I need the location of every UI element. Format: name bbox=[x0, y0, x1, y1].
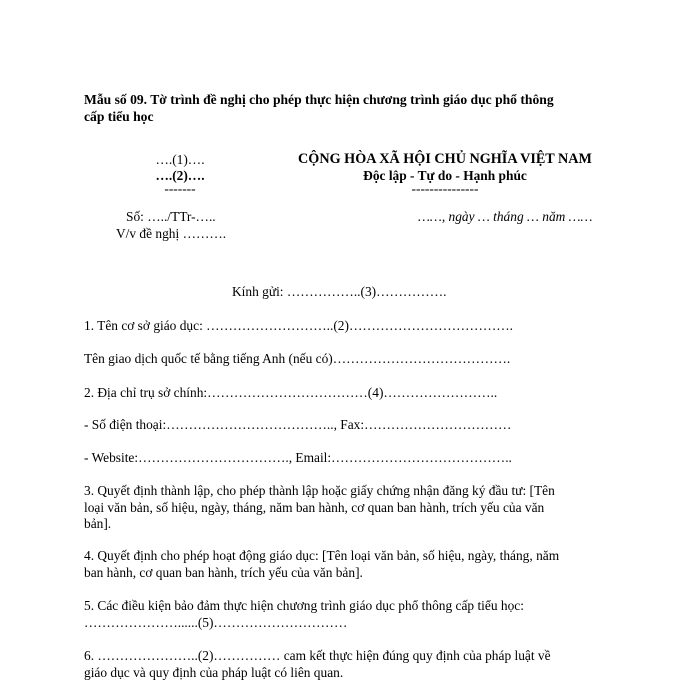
national-motto: Độc lập - Tự do - Hạnh phúc bbox=[363, 168, 527, 183]
document-number: Số: …../TTr-….. bbox=[126, 209, 216, 224]
agency-line-2: ….(2)…. bbox=[155, 168, 205, 183]
phone-fax-line: - Số điện thoại:……………………………….., Fax:…………………………… bbox=[84, 417, 512, 432]
agency-line-1: ….(1)…. bbox=[155, 152, 205, 167]
place-and-date: ……, ngày … tháng … năm …… bbox=[418, 209, 593, 224]
item-6-line-2: giáo dục và quy định của pháp luật có liên quan. bbox=[84, 665, 344, 680]
item-2-address: 2. Địa chỉ trụ sở chính:………………………………(4)…………………….. bbox=[84, 385, 498, 400]
form-title-line2: cấp tiểu học bbox=[84, 109, 154, 124]
website-email-line: - Website:……………………………., Email:………………………………….. bbox=[84, 450, 512, 465]
item-6-line-1: 6. …………………..(2)…………… cam kết thực hiện đúng quy định của pháp luật về bbox=[84, 648, 551, 663]
recipient-line: Kính gửi: ……………..(3)……………. bbox=[232, 284, 447, 299]
left-header-rule: ------- bbox=[164, 181, 196, 196]
item-5-line-1: 5. Các điều kiện bảo đảm thực hiện chương trình giáo dục phổ thông cấp tiểu học: bbox=[84, 598, 524, 613]
item-4-line-2: ban hành, cơ quan ban hành, trích yếu của văn bản]. bbox=[84, 565, 363, 580]
item-1-institution-name: 1. Tên cơ sở giáo dục: ………………………..(2)………………………………. bbox=[84, 318, 513, 333]
international-name: Tên giao dịch quốc tế bằng tiếng Anh (nếu có)…………………………………. bbox=[84, 351, 511, 366]
item-5-line-2: …………………......(5)………………………… bbox=[84, 615, 348, 630]
nation-name: CỘNG HÒA XÃ HỘI CHỦ NGHĨA VIỆT NAM bbox=[298, 151, 592, 167]
item-3-line-3: bản]. bbox=[84, 516, 112, 531]
item-4-line-1: 4. Quyết định cho phép hoạt động giáo dục: [Tên loại văn bản, số hiệu, ngày, tháng, năm bbox=[84, 548, 560, 563]
right-header-rule: --------------- bbox=[411, 181, 479, 196]
form-title-line1: Mẫu số 09. Tờ trình đề nghị cho phép thực hiện chương trình giáo dục phổ thông bbox=[84, 92, 554, 107]
subject-line: V/v đề nghị ………. bbox=[116, 226, 227, 241]
item-3-line-1: 3. Quyết định thành lập, cho phép thành lập hoặc giấy chứng nhận đăng ký đầu tư: [Tên bbox=[84, 483, 555, 498]
item-3-line-2: loại văn bản, số hiệu, ngày, tháng, năm ban hành, cơ quan ban hành, trích yếu của văn bbox=[84, 500, 545, 515]
